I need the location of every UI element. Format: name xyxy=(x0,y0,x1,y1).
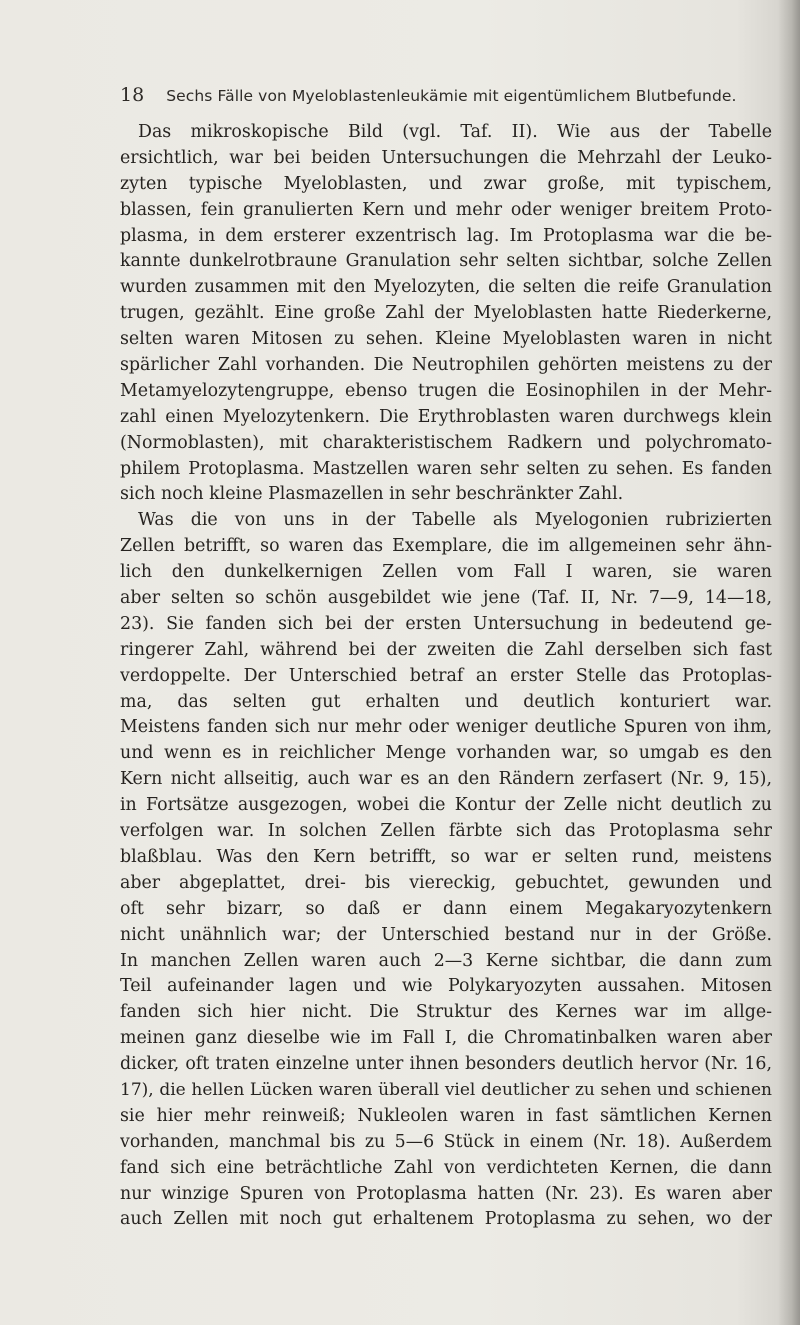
text-line: aber abgeplattet, drei- bis viereckig, gebuchtet, gewunden und xyxy=(120,872,772,893)
text-line: In manchen Zellen waren auch 2—3 Kerne sichtbar, die dann zum xyxy=(120,950,772,971)
text-line: sich noch kleine Plasmazellen in sehr beschränkter Zahl. xyxy=(120,484,624,505)
text-line: Meistens fanden sich nur mehr oder weniger deutliche Spuren von ihm, xyxy=(120,717,772,738)
page-edge-shadow xyxy=(778,0,800,1325)
text-line: ma, das selten gut erhalten und deutlich konturiert war. xyxy=(120,691,772,712)
text-line: in Fortsätze ausgezogen, wobei die Kontur der Zelle nicht deutlich zu xyxy=(120,795,772,816)
body-text xyxy=(120,120,772,1233)
text-line: (Normoblasten), mit charakteristischem Radkern und polychromato- xyxy=(120,432,772,453)
text-line: blassen, fein granulierten Kern und mehr oder weniger breitem Proto- xyxy=(120,199,772,220)
text-line: dicker, oft traten einzelne unter ihnen besonders deutlich hervor (Nr. 16, xyxy=(120,1054,772,1075)
text-line: philem Protoplasma. Mastzellen waren sehr selten zu sehen. Es fanden xyxy=(120,458,772,479)
text-line: Metamyelozytengruppe, ebenso trugen die Eosinophilen in der Mehr- xyxy=(120,380,772,401)
text-line: sie hier mehr reinweiß; Nukleolen waren in fast sämtlichen Kernen xyxy=(120,1105,772,1126)
text-line: und wenn es in reichlicher Menge vorhanden war, so umgab es den xyxy=(120,743,772,764)
text-line: 17), die hellen Lücken waren überall viel deutlicher zu sehen und schienen xyxy=(120,1079,772,1100)
text-line: trugen, gezählt. Eine große Zahl der Myeloblasten hatte Riederkerne, xyxy=(120,303,772,324)
text-line: vorhanden, manchmal bis zu 5—6 Stück in einem (Nr. 18). Außerdem xyxy=(120,1131,772,1152)
text-line: zahl einen Myelozytenkern. Die Erythroblasten waren durchwegs klein xyxy=(120,406,772,427)
text-line: aber selten so schön ausgebildet wie jene (Taf. II, Nr. 7—9, 14—18, xyxy=(120,588,772,609)
text-line: plasma, in dem ersterer exzentrisch lag. Im Protoplasma war die be- xyxy=(120,225,772,246)
text-line: Das mikroskopische Bild (vgl. Taf. II). Wie aus der Tabelle xyxy=(138,122,772,142)
text-line: Zellen betrifft, so waren das Exemplare, die im allgemeinen sehr ähn- xyxy=(120,536,772,557)
text-line: Kern nicht allseitig, auch war es an den Rändern zerfasert (Nr. 9, 15), xyxy=(120,769,772,790)
text-line: nur winzige Spuren von Protoplasma hatten (Nr. 23). Es waren aber xyxy=(120,1183,772,1204)
text-line: verfolgen war. In solchen Zellen färbte sich das Protoplasma sehr xyxy=(120,821,772,842)
text-line: lich den dunkelkernigen Zellen vom Fall I waren, sie waren xyxy=(120,562,772,583)
text-line: Was die von uns in der Tabelle als Myelogonien rubrizierten xyxy=(138,510,772,531)
text-line: selten waren Mitosen zu sehen. Kleine Myeloblasten waren in nicht xyxy=(120,329,772,350)
running-title: Sechs Fälle von Myeloblastenleukämie mit eigentümlichem Blutbefunde. xyxy=(166,87,737,105)
text-line: ringerer Zahl, während bei der zweiten die Zahl derselben sich fast xyxy=(120,639,772,660)
page-header xyxy=(120,84,780,106)
text-line: 23). Sie fanden sich bei der ersten Untersuchung in bedeutend ge- xyxy=(120,613,772,634)
text-line: wurden zusammen mit den Myelozyten, die selten die reife Granulation xyxy=(120,277,772,298)
text-line: Teil aufeinander lagen und wie Polykaryozyten aussahen. Mitosen xyxy=(120,976,772,997)
text-line: meinen ganz dieselbe wie im Fall I, die Chromatinbalken waren aber xyxy=(120,1028,772,1049)
text-line: nicht unähnlich war; der Unterschied bestand nur in der Größe. xyxy=(120,924,772,945)
text-line: auch Zellen mit noch gut erhaltenem Protoplasma zu sehen, wo der xyxy=(120,1209,772,1230)
text-line: zyten typische Myeloblasten, und zwar große, mit typischem, xyxy=(120,173,772,194)
text-line: fanden sich hier nicht. Die Struktur des Kernes war im allge- xyxy=(120,1002,772,1023)
text-line: kannte dunkelrotbraune Granulation sehr selten sichtbar, solche Zellen xyxy=(120,251,772,272)
page-number: 18 xyxy=(120,84,145,106)
text-line: blaßblau. Was den Kern betrifft, so war er selten rund, meistens xyxy=(120,846,772,867)
text-line: spärlicher Zahl vorhanden. Die Neutrophilen gehörten meistens zu der xyxy=(120,355,772,376)
text-line: verdoppelte. Der Unterschied betraf an erster Stelle das Protoplas- xyxy=(120,665,772,686)
text-line: oft sehr bizarr, so daß er dann einem Megakaryozytenkern xyxy=(120,898,772,919)
text-line: fand sich eine beträchtliche Zahl von verdichteten Kernen, die dann xyxy=(120,1157,772,1178)
text-line: ersichtlich, war bei beiden Untersuchungen die Mehrzahl der Leuko- xyxy=(120,147,772,168)
